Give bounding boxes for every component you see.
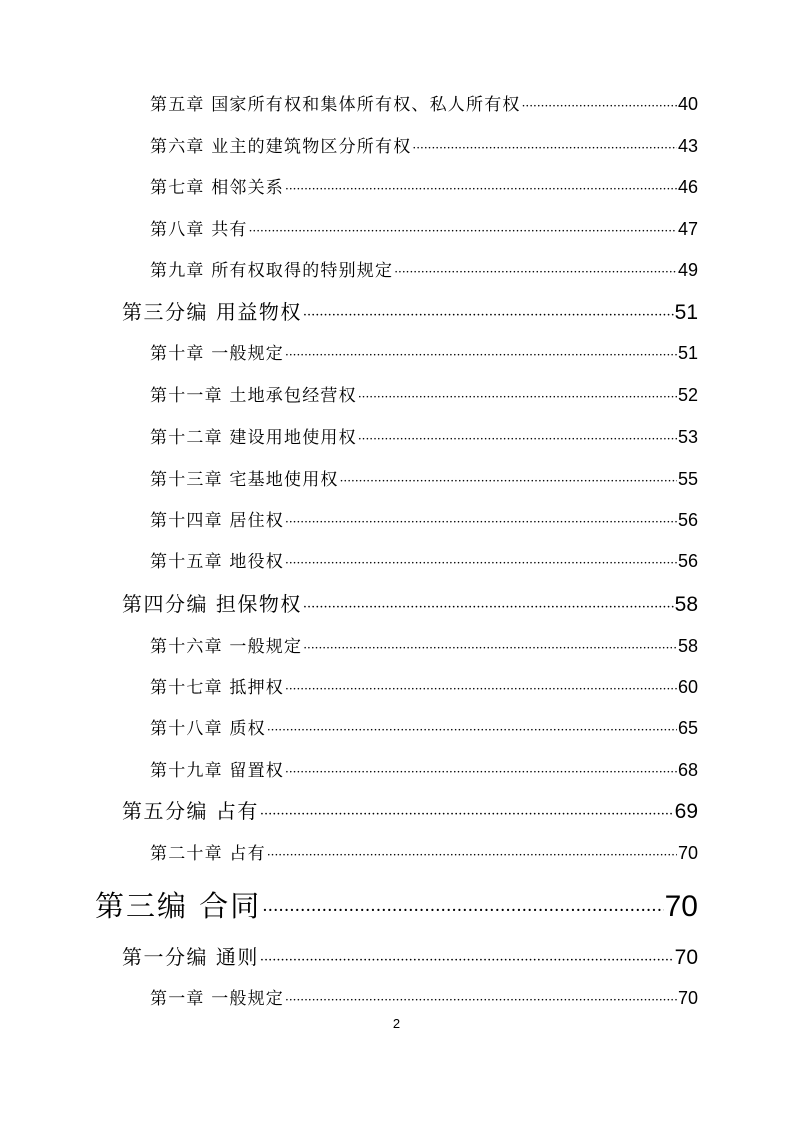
toc-entry-page-number: 58 (674, 593, 698, 616)
toc-entry[interactable] (122, 588, 698, 618)
toc-entry[interactable] (150, 423, 698, 449)
toc-entry[interactable] (150, 173, 698, 199)
toc-entry-title: 第十章 一般规定 (150, 344, 285, 364)
dot-leader (522, 99, 677, 113)
toc-entry-page-number: 56 (677, 510, 698, 530)
toc-entry[interactable] (150, 215, 698, 241)
dot-leader (285, 348, 677, 362)
toc-entry-title: 第六章 业主的建筑物区分所有权 (150, 137, 412, 157)
toc-entry-title: 第十七章 抵押权 (150, 678, 285, 698)
toc-entry-title: 第十六章 一般规定 (150, 637, 303, 657)
toc-entry-title: 第八章 共有 (150, 220, 248, 240)
toc-entry-title: 第十二章 建设用地使用权 (150, 428, 357, 448)
toc-entry[interactable] (150, 506, 698, 532)
page-number-footer: 2 (392, 1016, 401, 1031)
toc-entry[interactable] (122, 296, 698, 326)
toc-entry[interactable] (150, 547, 698, 573)
toc-entry-page-number: 58 (677, 636, 698, 656)
toc-entry[interactable] (150, 132, 698, 158)
dot-leader (285, 182, 677, 196)
dot-leader (267, 848, 677, 862)
dot-leader (412, 141, 677, 155)
toc-entry-title: 第一章 一般规定 (150, 989, 285, 1009)
dot-leader (303, 600, 674, 615)
toc-entry-page-number: 70 (664, 890, 698, 923)
toc-entry[interactable] (150, 984, 698, 1010)
toc-entry-page-number: 40 (677, 94, 698, 114)
toc-entry-page-number: 69 (674, 800, 698, 823)
dot-leader (358, 432, 677, 446)
toc-entry[interactable] (150, 90, 698, 116)
toc-entry[interactable] (150, 839, 698, 865)
dot-leader (285, 682, 677, 696)
toc-entry-title: 第十一章 土地承包经营权 (150, 386, 357, 406)
toc-entry-title: 第二十章 占有 (150, 844, 266, 864)
toc-entry-page-number: 70 (677, 843, 698, 863)
dot-leader (358, 390, 677, 404)
toc-entry-title: 第十八章 质权 (150, 719, 266, 739)
dot-leader (260, 807, 674, 822)
toc-entry[interactable] (150, 256, 698, 282)
toc-entry-title: 第一分编 通则 (122, 945, 259, 969)
dot-leader (260, 953, 674, 968)
toc-entry-title: 第三分编 用益物权 (122, 300, 302, 324)
dot-leader (267, 723, 677, 737)
toc-entry-page-number: 47 (677, 219, 698, 239)
toc-entry[interactable] (150, 339, 698, 365)
toc-entry-title: 第七章 相邻关系 (150, 178, 285, 198)
toc-entry-title: 第十三章 宅基地使用权 (150, 470, 339, 490)
toc-entry[interactable] (122, 795, 698, 825)
toc-entry-page-number: 46 (677, 177, 698, 197)
dot-leader (285, 765, 677, 779)
toc-entry-title: 第三编 合同 (95, 889, 262, 923)
dot-leader (340, 474, 677, 488)
dot-leader (285, 993, 677, 1007)
dot-leader (262, 901, 663, 921)
toc-entry-page-number: 43 (677, 136, 698, 156)
toc-entry-page-number: 65 (677, 718, 698, 738)
dot-leader (394, 265, 677, 279)
toc-entry-title: 第十五章 地役权 (150, 552, 285, 572)
toc-entry-title: 第五分编 占有 (122, 799, 259, 823)
toc-entry[interactable] (122, 941, 698, 971)
dot-leader (285, 515, 677, 529)
toc-entry-title: 第五章 国家所有权和集体所有权、私人所有权 (150, 95, 521, 115)
toc-entry-title: 第四分编 担保物权 (122, 592, 302, 616)
toc-entry-page-number: 70 (674, 946, 698, 969)
toc-entry-page-number: 51 (677, 343, 698, 363)
toc-entry[interactable] (95, 884, 698, 926)
toc-entry[interactable] (150, 756, 698, 782)
toc-entry-title: 第十九章 留置权 (150, 761, 285, 781)
toc-entry-title: 第十四章 居住权 (150, 511, 285, 531)
toc-entry[interactable] (150, 381, 698, 407)
toc-entry-page-number: 56 (677, 551, 698, 571)
toc-entry-page-number: 70 (677, 988, 698, 1008)
toc-entry-page-number: 52 (677, 385, 698, 405)
dot-leader (303, 308, 674, 323)
toc-entry-page-number: 53 (677, 427, 698, 447)
dot-leader (285, 556, 677, 570)
toc-entry[interactable] (150, 632, 698, 658)
toc-entry-page-number: 68 (677, 760, 698, 780)
dot-leader (249, 224, 677, 238)
toc-entry-page-number: 51 (674, 301, 698, 324)
toc-entry[interactable] (150, 673, 698, 699)
toc-entry-page-number: 60 (677, 677, 698, 697)
toc-entry-title: 第九章 所有权取得的特别规定 (150, 261, 394, 281)
toc-entry-page-number: 55 (677, 469, 698, 489)
dot-leader (303, 641, 677, 655)
toc-entry[interactable] (150, 714, 698, 740)
toc-entry[interactable] (150, 465, 698, 491)
toc-entry-page-number: 49 (677, 260, 698, 280)
